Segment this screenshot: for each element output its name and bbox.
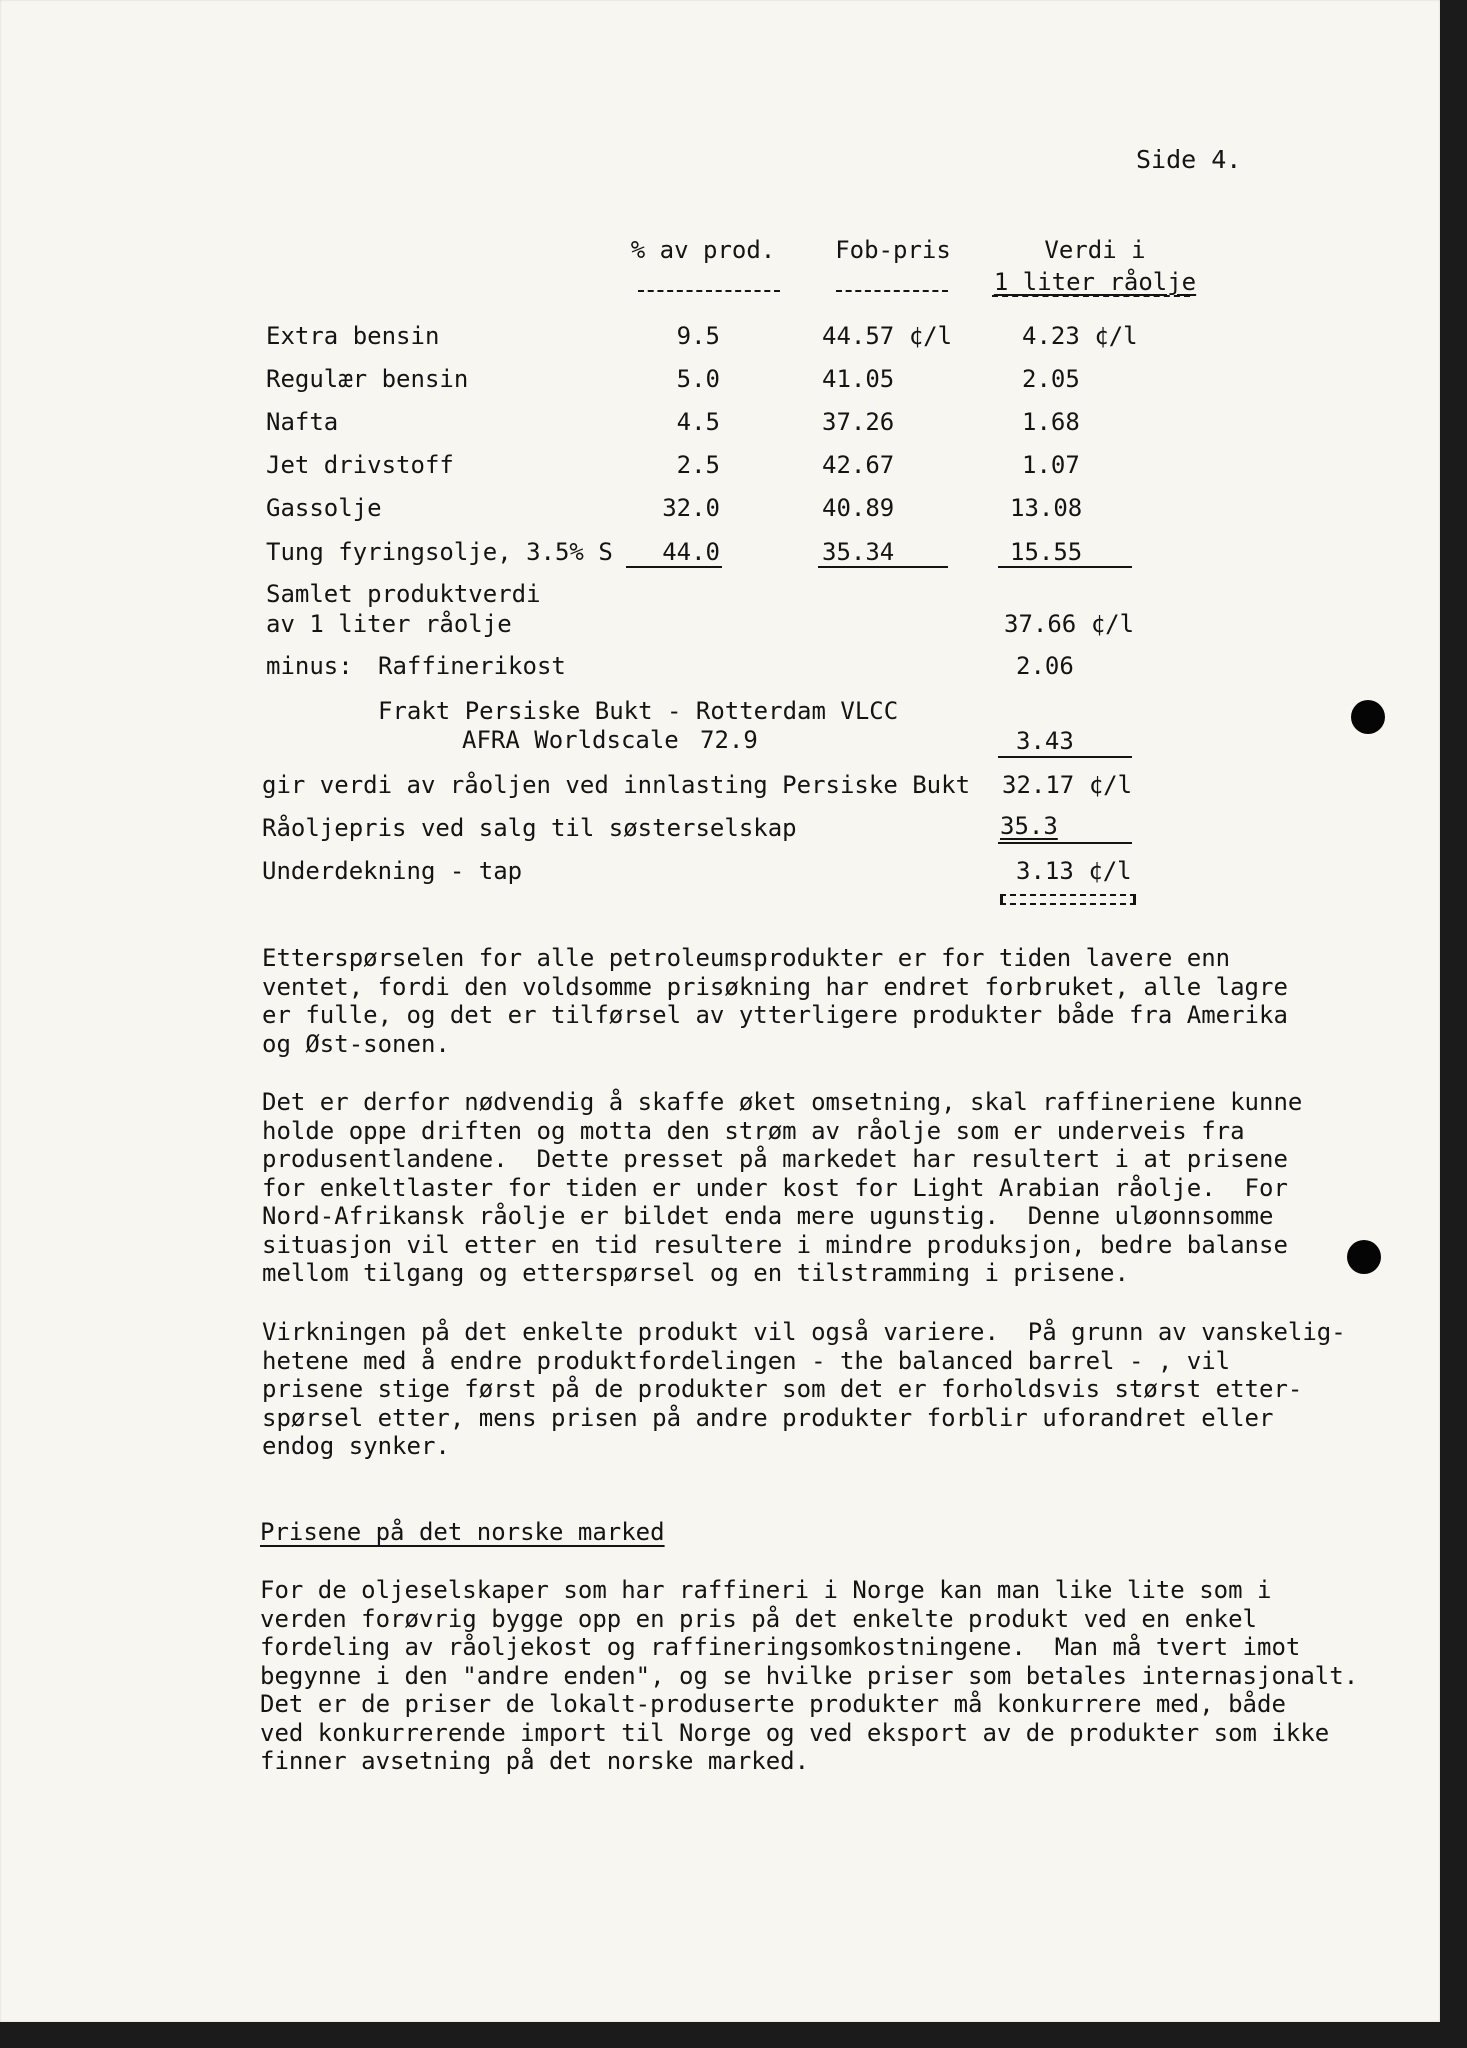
raoljepris-total-rule (998, 842, 1132, 844)
punch-hole (1351, 700, 1385, 734)
punch-hole (1347, 1240, 1381, 1274)
paragraph: Etterspørselen for alle petroleumsprodukter er for tiden lavere enn ventet, fordi den voldsomme prisøkning har endret forbruket, alle lagre er fulle, og det er tilførsel av ytterligere produkter både fra Amerika og Øst-sonen. (262, 944, 1288, 1058)
row-fob: 37.26 (822, 408, 895, 436)
samlet-label-line1: Samlet produktverdi (266, 580, 541, 608)
row-label: Extra bensin (266, 322, 440, 350)
frakt-label-line2: AFRA Worldscale (462, 726, 679, 754)
raoljepris-label: Råoljepris ved salg til søsterselskap (262, 814, 797, 842)
row-pct: 32.0 (662, 494, 720, 522)
row-label: Gassolje (266, 494, 382, 522)
row-label: Regulær bensin (266, 365, 469, 393)
page-number: Side 4. (1136, 145, 1242, 174)
raffinerikost-label: Raffinerikost (378, 652, 566, 680)
double-underline (1000, 894, 1136, 905)
header-pct: % av prod. (630, 236, 776, 264)
paragraph: Virkningen på det enkelte produkt vil også variere. På grunn av vanskelig- hetene med å endre produktfordelingen - the balanced barrel - , vil prisene stige først på de produkter som det er forholdsvis størst etter- spørsel etter, mens prisen på andre produkter forblir uforandret eller endog synker. (262, 1318, 1346, 1460)
header-fob-underline (836, 290, 948, 292)
header-verdi-line1: Verdi i (1044, 236, 1146, 264)
row-verdi: 15.55 (1010, 538, 1083, 566)
header-pct-underline (638, 290, 780, 292)
row-verdi: 4.23 ¢/l (1022, 322, 1138, 350)
raoljepris-value: 35.3 (1000, 812, 1058, 840)
row-fob: 42.67 (822, 451, 895, 479)
pct-total-rule (626, 566, 722, 568)
gir-verdi-label: gir verdi av råoljen ved innlasting Persiske Bukt (262, 771, 971, 799)
row-pct: 44.0 (662, 538, 720, 566)
frakt-worldscale: 72.9 (700, 726, 758, 754)
row-verdi: 1.07 (1022, 451, 1080, 479)
underdekning-label: Underdekning - tap (262, 857, 523, 885)
row-pct: 4.5 (676, 408, 720, 436)
frakt-total-rule (998, 756, 1132, 758)
minus-label: minus: (266, 652, 353, 680)
row-fob: 41.05 (822, 365, 895, 393)
section-paragraph: For de oljeselskaper som har raffineri i Norge kan man like lite som i verden forøvrig bygge opp en pris på det enkelte produkt ved en enkel fordeling av råoljekost og raffineringsomkostningene. Man må tvert imot begynne i den "andre enden", og se hvilke priser som betales internasjonalt. Det er de priser de lokalt-produserte produkter må konkurrere med, både ved konkurrerende import til Norge og ved eksport av de produkter som ikke finner avsetning på det norske marked. (260, 1576, 1359, 1775)
fob-total-rule (818, 566, 948, 568)
section-heading: Prisene på det norske marked (260, 1518, 665, 1546)
paragraph: Det er derfor nødvendig å skaffe øket omsetning, skal raffineriene kunne holde oppe driften og motta den strøm av råolje som er underveis fra produsentlandene. Dette presset på markedet har resultert i at prisene for enkeltlaster for tiden er under kost for Light Arabian råolje. For Nord-Afrikansk råolje er bildet enda mere ugunstig. Denne uløonnsomme situasjon vil etter en tid resultere i mindre produksjon, bedre balanse mellom tilgang og etterspørsel og en tilstramming i prisene. (262, 1088, 1303, 1287)
header-fob: Fob-pris (835, 236, 951, 264)
gir-verdi-value: 32.17 ¢/l (1002, 771, 1133, 799)
row-verdi: 2.05 (1022, 365, 1080, 393)
row-label: Jet drivstoff (266, 451, 454, 479)
row-verdi: 1.68 (1022, 408, 1080, 436)
frakt-label-line1: Frakt Persiske Bukt - Rotterdam VLCC (378, 697, 899, 725)
row-verdi: 13.08 (1010, 494, 1083, 522)
frakt-value: 3.43 (1016, 727, 1074, 755)
row-fob: 35.34 (822, 538, 895, 566)
underdekning-value: 3.13 ¢/l (1016, 857, 1132, 885)
raffinerikost-value: 2.06 (1016, 652, 1074, 680)
row-fob: 44.57 ¢/l (822, 322, 953, 350)
verdi-total-rule (998, 566, 1132, 568)
samlet-label-line2: av 1 liter råolje (266, 610, 512, 638)
row-fob: 40.89 (822, 494, 895, 522)
row-pct: 5.0 (676, 365, 720, 393)
row-pct: 2.5 (676, 451, 720, 479)
row-pct: 9.5 (676, 322, 720, 350)
row-label: Tung fyringsolje, 3.5% S (266, 538, 613, 566)
row-label: Nafta (266, 408, 339, 436)
header-verdi-line2: 1 liter råolje (993, 268, 1197, 296)
samlet-value: 37.66 ¢/l (1004, 610, 1135, 638)
header-verdi-underline (992, 295, 1190, 297)
